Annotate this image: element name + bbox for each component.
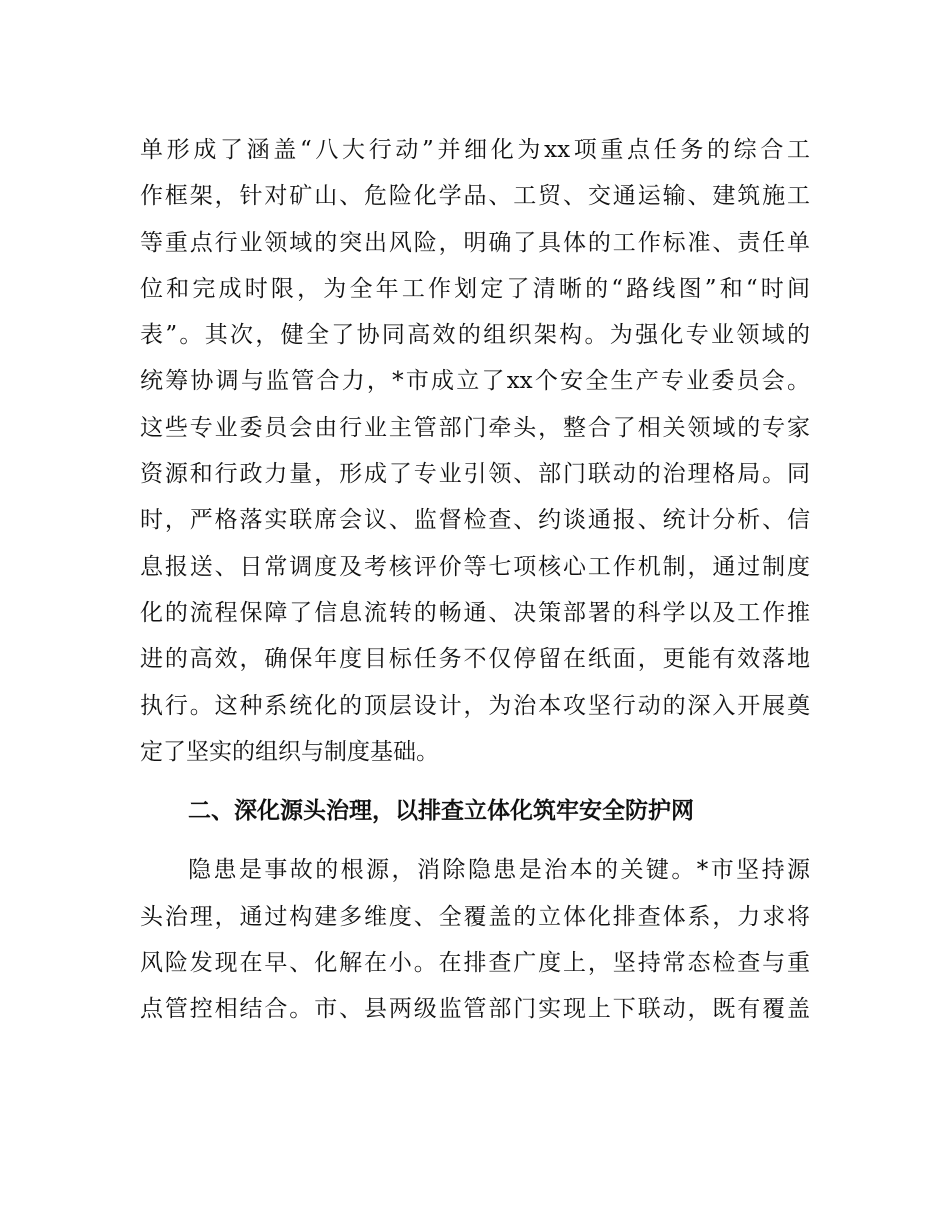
text-line: 执行。这种系统化的顶层设计，为治本攻坚行动的深入开展奠 [140,692,810,719]
text-line: 隐患是事故的根源，消除隐患是治本的关键。*市坚持源 [188,857,810,884]
text-line: 作框架，针对矿山、危险化学品、工贸、交通运输、建筑施工 [140,183,810,210]
text-line: 表”。其次，健全了协同高效的组织架构。为强化专业领域的 [140,322,810,349]
text-line: 头治理，通过构建多维度、全覆盖的立体化排查体系，力求将 [140,903,810,930]
text-line: 定了坚实的组织与制度基础。 [140,738,439,765]
document-page [140,127,810,1033]
text-line: 统筹协调与监管合力，*市成立了xx个安全生产专业委员会。 [140,368,810,395]
text-line: 风险发现在早、化解在小。在排查广度上，坚持常态检查与重 [140,950,810,977]
text-line: 点管控相结合。市、县两级监管部门实现上下联动，既有覆盖 [140,996,810,1023]
text-line: 位和完成时限，为全年工作划定了清晰的“路线图”和“时间 [140,275,810,302]
paragraph-2 [140,847,810,1032]
text-line: 息报送、日常调度及考核评价等七项核心工作机制，通过制度 [140,553,810,580]
text-line: 这些专业委员会由行业主管部门牵头，整合了相关领域的专家 [140,414,810,441]
text-line: 资源和行政力量，形成了专业引领、部门联动的治理格局。同 [140,461,810,488]
text-line: 化的流程保障了信息流转的畅通、决策部署的科学以及工作推 [140,599,810,626]
text-line: 单形成了涵盖“八大行动”并细化为xx项重点任务的综合工 [140,137,810,163]
text-line: 时，严格落实联席会议、监督检查、约谈通报、统计分析、信 [140,507,810,534]
paragraph-1 [140,127,810,775]
section-heading: 二、深化源头治理，以排查立体化筑牢安全防护网 [188,798,694,825]
text-line: 等重点行业领域的突出风险，明确了具体的工作标准、责任单 [140,229,810,256]
text-line: 进的高效，确保年度目标任务不仅停留在纸面，更能有效落地 [140,646,810,673]
